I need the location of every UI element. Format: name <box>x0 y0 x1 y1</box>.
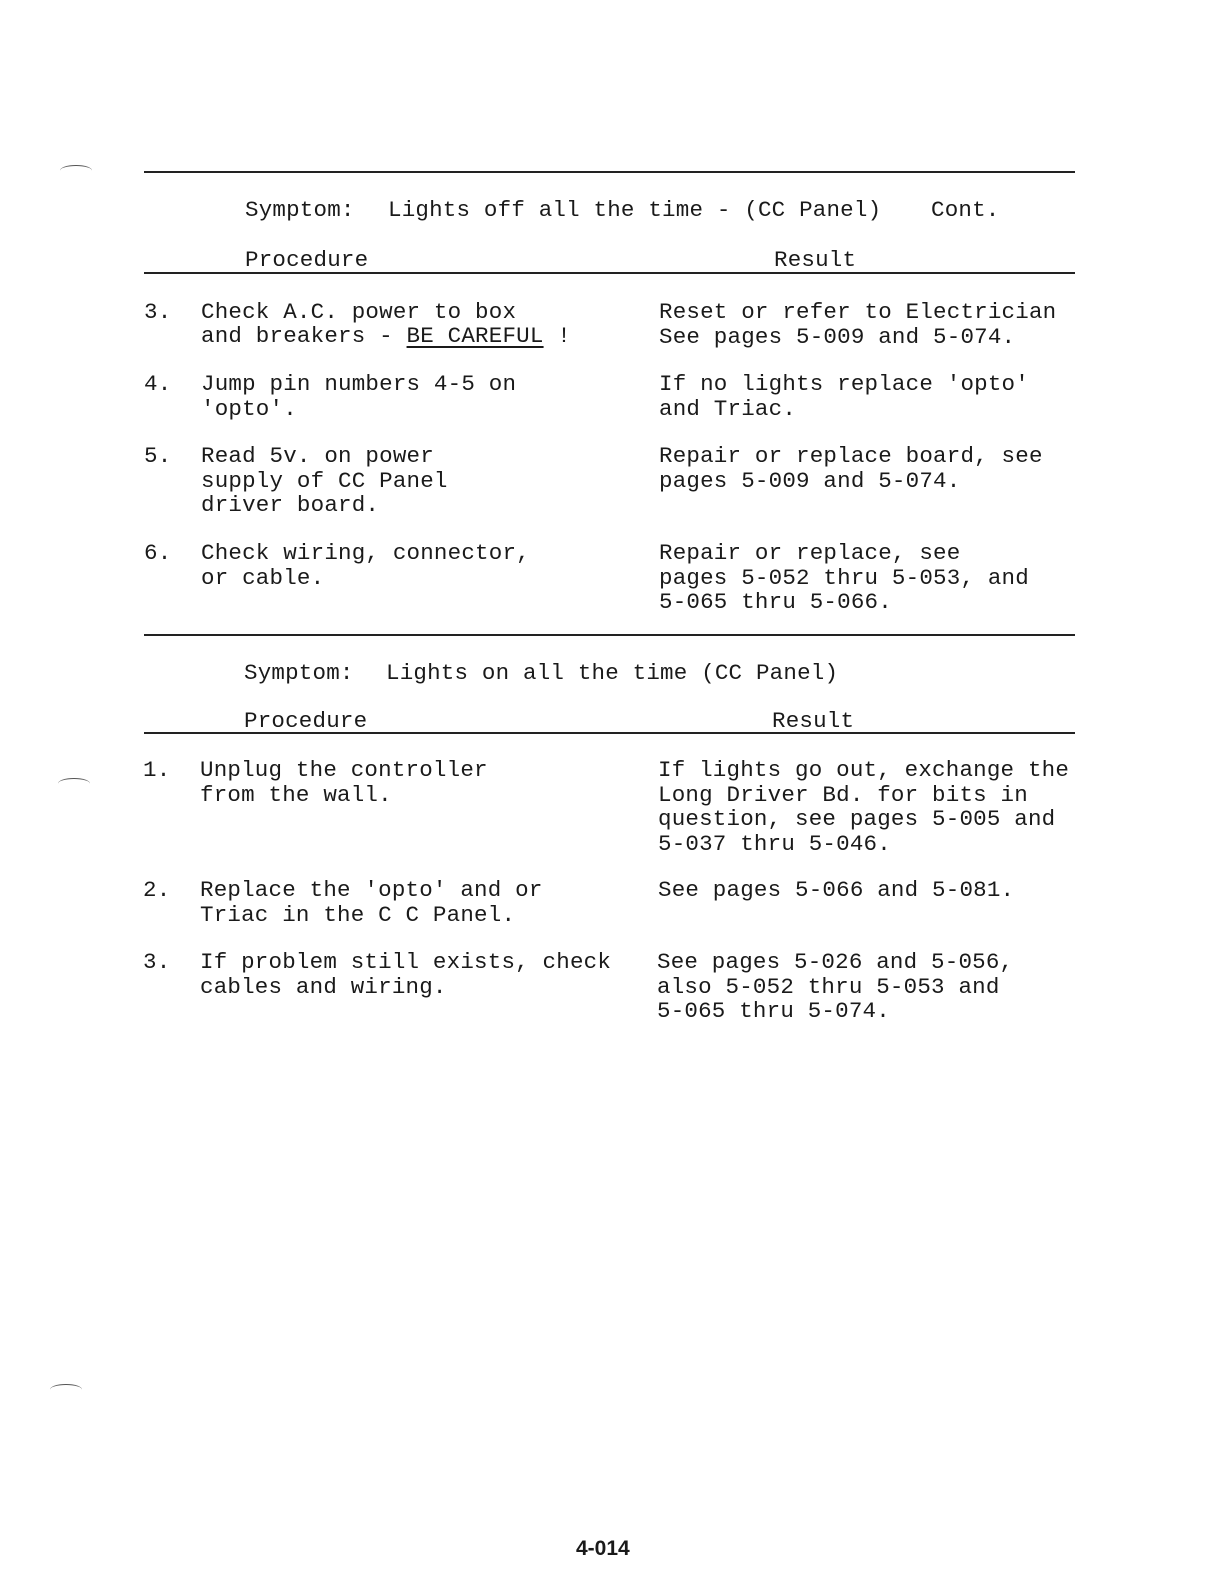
result-text: See pages 5-066 and 5-081. <box>658 877 1015 903</box>
row-number: 5. <box>144 443 172 469</box>
section2-procedure-header: Procedure <box>244 708 368 734</box>
procedure-text-prefix: and breakers - <box>201 323 407 349</box>
row-number: 6. <box>144 540 172 566</box>
section2-symptom-text: Lights on all the time (CC Panel) <box>386 660 839 686</box>
section1-symptom-cont: Cont. <box>931 197 1000 223</box>
procedure-text: Check A.C. power to box <box>201 299 517 325</box>
section1-header-rule <box>144 272 1075 274</box>
row-number: 1. <box>143 757 171 783</box>
result-text: Repair or replace board, see pages 5-009 and 5-074. <box>659 443 1043 494</box>
be-careful-warning: BE CAREFUL <box>406 323 544 349</box>
row-number: 3. <box>144 299 172 325</box>
procedure-text: Check wiring, connector, or cable. <box>201 540 530 591</box>
binder-hole-mark-top <box>60 165 92 176</box>
row-number: 4. <box>144 371 172 397</box>
result-text: See pages 5-026 and 5-056, also 5-052 thru 5-053 and 5-065 thru 5-074. <box>657 949 1014 1024</box>
row-number: 3. <box>143 949 171 975</box>
section2-result-header: Result <box>772 708 855 734</box>
result-text: If lights go out, exchange the Long Driver Bd. for bits in question, see pages 5-005 and 5-037 thru 5-046. <box>658 757 1070 857</box>
binder-hole-mark-bottom <box>50 1384 82 1395</box>
result-text: Repair or replace, see pages 5-052 thru 5-053, and 5-065 thru 5-066. <box>659 540 1029 615</box>
procedure-text: Read 5v. on power supply of CC Panel driver board. <box>201 443 448 518</box>
section1-symptom-text: Lights off all the time - (CC Panel) <box>388 197 882 223</box>
procedure-text: If problem still exists, check cables and wiring. <box>200 949 612 1000</box>
page-number: 4-014 <box>576 1537 630 1560</box>
procedure-text-line2 <box>201 324 571 349</box>
section2-top-rule <box>144 634 1075 636</box>
section1-procedure-header: Procedure <box>245 247 369 273</box>
section1-symptom-label: Symptom: <box>245 197 355 223</box>
section1-result-header: Result <box>774 247 857 273</box>
procedure-text: Replace the 'opto' and or Triac in the C C Panel. <box>200 877 543 928</box>
result-text: If no lights replace 'opto' and Triac. <box>659 371 1029 422</box>
section2-header-rule <box>144 732 1075 734</box>
row-number: 2. <box>143 877 171 903</box>
procedure-text: Unplug the controller from the wall. <box>200 757 488 808</box>
procedure-text-suffix: ! <box>543 323 571 349</box>
binder-hole-mark-middle <box>58 778 90 789</box>
section1-top-rule <box>144 171 1075 173</box>
procedure-text: Jump pin numbers 4-5 on 'opto'. <box>201 371 517 422</box>
section2-symptom-label: Symptom: <box>244 660 354 686</box>
result-text: Reset or refer to Electrician See pages 5-009 and 5-074. <box>659 299 1057 350</box>
